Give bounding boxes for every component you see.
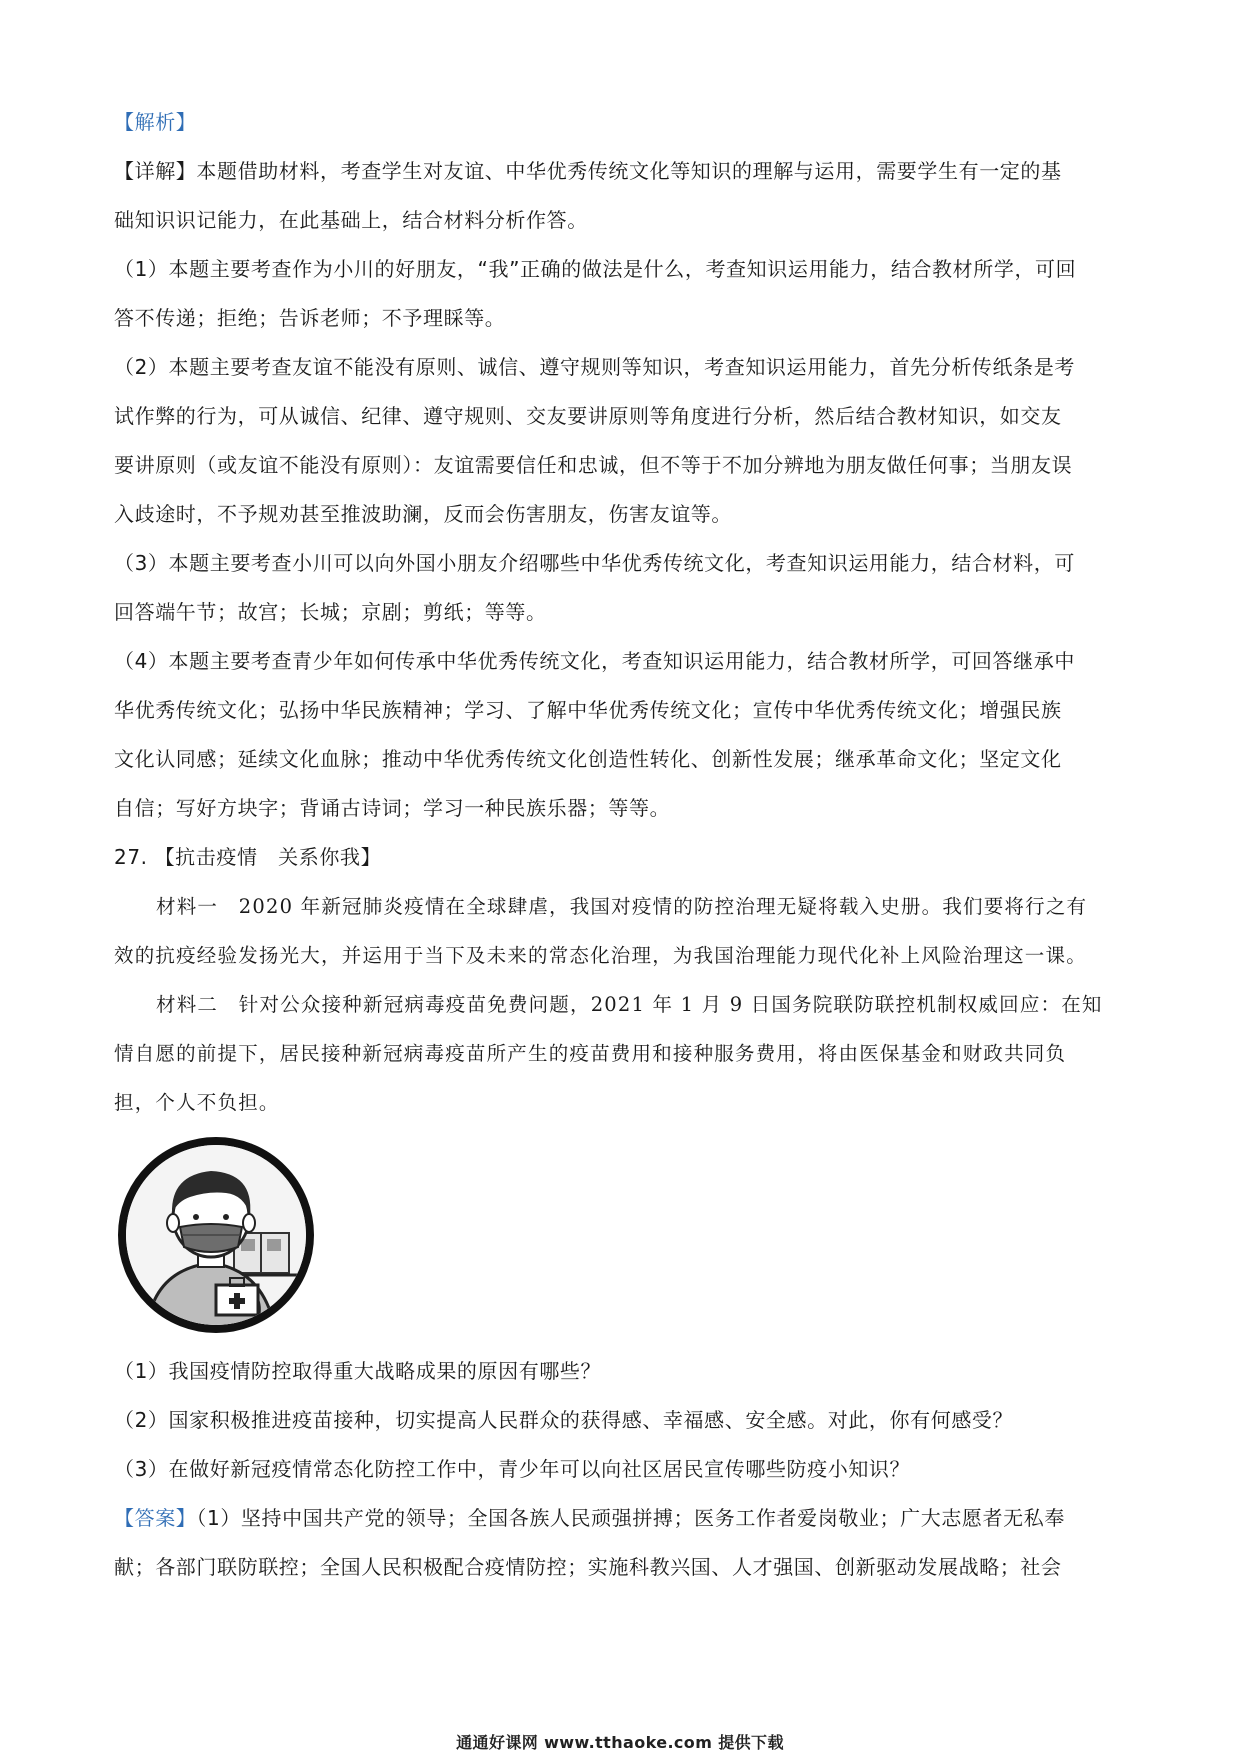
- detail-paragraph: [114, 147, 1126, 245]
- material-line: 材料一 2020 年新冠肺炎疫情在全球肆虐，我国对疫情的防控治理无疑将载入史册。我们要将行之有: [156, 895, 1088, 918]
- material-line: 情自愿的前提下，居民接种新冠病毒疫苗所产生的疫苗费用和接种服务费用，将由医保基金和财政共同负: [114, 1042, 1067, 1065]
- answer-text: （1）坚持中国共产党的领导；全国各族人民顽强拼搏；医务工作者爱岗敬业；广大志愿者无私奉: [196, 1506, 1065, 1530]
- point-4: [114, 637, 1126, 833]
- answer-line: 献；各部门联防联控；全国人民积极配合疫情防控；实施科教兴国、人才强国、创新驱动发展战略；社会: [114, 1555, 1062, 1579]
- point-line: 文化认同感；延续文化血脉；推动中华优秀传统文化创造性转化、创新性发展；继承革命文化；坚定文化: [114, 747, 1062, 771]
- point-line: 试作弊的行为，可从诚信、纪律、遵守规则、交友要讲原则等角度进行分析，然后结合教材知识，如交友: [114, 404, 1062, 428]
- answer-label: 【答案】: [114, 1506, 197, 1530]
- point-line: （4）本题主要考查青少年如何传承中华优秀传统文化，考查知识运用能力，结合教材所学，可回答继承中: [114, 649, 1075, 673]
- material-line: 材料二 针对公众接种新冠病毒疫苗免费问题，2021 年 1 月 9 日国务院联防联控机制权威回应：在知: [156, 993, 1103, 1016]
- material-2: [114, 980, 1126, 1127]
- question-item: （1）我国疫情防控取得重大战略成果的原因有哪些？: [114, 1359, 602, 1383]
- point-line: 自信；写好方块字；背诵古诗词；学习一种民族乐器；等等。: [114, 796, 671, 820]
- question-27-title: 27. 【抗击疫情 关系你我】: [114, 845, 382, 869]
- answer-line: [114, 1494, 1126, 1543]
- point-3: [114, 539, 1126, 637]
- point-line: 入歧途时，不予规劝甚至推波助澜，反而会伤害朋友，伤害友谊等。: [114, 502, 732, 526]
- material-line: 效的抗疫经验发扬光大，并运用于当下及未来的常态化治理，为我国治理能力现代化补上风险治理这一课。: [114, 944, 1087, 967]
- page-footer: 通通好课网 www.tthaoke.com 提供下载: [456, 1733, 784, 1752]
- analysis-heading: 【解析】: [114, 110, 197, 134]
- illustration-area: [114, 1127, 1126, 1347]
- material-line: 担，个人不负担。: [114, 1091, 280, 1114]
- point-line: 答不传递；拒绝；告诉老师；不予理睬等。: [114, 306, 506, 330]
- masked-child-vaccination-icon: [116, 1135, 316, 1335]
- point-line: （2）本题主要考查友谊不能没有原则、诚信、遵守规则等知识，考查知识运用能力，首先分析传纸条是考: [114, 355, 1075, 379]
- point-line: 要讲原则（或友谊不能没有原则）：友谊需要信任和忠诚，但不等于不加分辨地为朋友做任何事；当朋友误: [114, 453, 1073, 477]
- point-line: （1）本题主要考查作为小川的好朋友，“我”正确的做法是什么，考查知识运用能力，结合教材所学，可回: [114, 257, 1077, 281]
- page-content: [114, 98, 1126, 1592]
- question-list: [114, 1347, 1126, 1494]
- material-1: [114, 882, 1126, 980]
- detail-line: 础知识识记能力，在此基础上，结合材料分析作答。: [114, 208, 588, 232]
- answer-block: [114, 1494, 1126, 1592]
- point-1: [114, 245, 1126, 343]
- question-item: （2）国家积极推进疫苗接种，切实提高人民群众的获得感、幸福感、安全感。对此，你有何感受？: [114, 1408, 1014, 1432]
- point-line: 回答端午节；故宫；长城；京剧；剪纸；等等。: [114, 600, 547, 624]
- point-line: （3）本题主要考查小川可以向外国小朋友介绍哪些中华优秀传统文化，考查知识运用能力，结合材料，可: [114, 551, 1075, 575]
- point-2: [114, 343, 1126, 539]
- point-line: 华优秀传统文化；弘扬中华民族精神；学习、了解中华优秀传统文化；宣传中华优秀传统文化；增强民族: [114, 698, 1062, 722]
- question-item: （3）在做好新冠疫情常态化防控工作中，青少年可以向社区居民宣传哪些防疫小知识？: [114, 1457, 911, 1481]
- detail-line: 【详解】本题借助材料，考查学生对友谊、中华优秀传统文化等知识的理解与运用，需要学生有一定的基: [114, 159, 1062, 183]
